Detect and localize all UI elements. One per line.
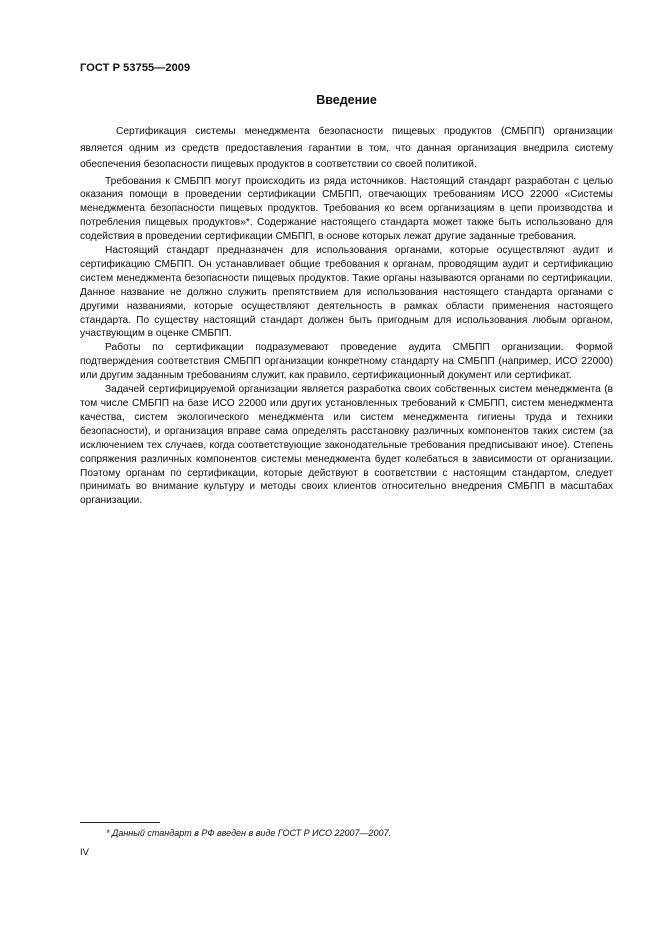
footnote: * Данный стандарт в РФ введен в виде ГОСТ Р ИСО 22007—2007. [106, 828, 392, 838]
document-code-header: ГОСТ Р 53755—2009 [80, 62, 191, 74]
page-number: IV [80, 847, 89, 858]
paragraph-2: Требования к СМБПП могут происходить из ряда источников. Настоящий стандарт разработан с целью оказания помощи в проведении сертификации СМБПП, отвечающих требованиям ИСО 22000 «Системы менеджмента безопасности пищевых продуктов. Требования ко всем организациям в цепи производства и потребления пищевых продуктов»*. Содержание настоящего стандарта может также быть использовано для содействия в проведении сертификации СМБПП, в основе которых лежат другие заданные требования. [80, 175, 613, 243]
paragraph-1: Сертификация системы менеджмента безопасности пищевых продуктов (СМБПП) организации является одним из средств предоставления гарантии в том, что данная организация внедрила систему обеспечения безопасности пищевых продуктов в соответствии со своей политикой. [80, 126, 613, 170]
body-text [80, 124, 613, 508]
paragraph-3: Настоящий стандарт предназначен для использования органами, которые осуществляют аудит и сертификацию СМБПП. Он устанавливает общие требования к органам, проводящим аудит и сертификацию систем менеджмента безопасности пищевых продуктов. Такие органы называются органами по сертификации. Данное название не должно служить препятствием для использования настоящего стандарта органами с другими названиями, которые осуществляют деятельность в рамках области применения настоящего стандарта. По существу настоящий стандарт должен быть пригодным для использования любым органом, участвующим в оценке СМБПП. [80, 245, 613, 340]
footnote-divider [80, 822, 160, 823]
paragraph-4: Работы по сертификации подразумевают проведение аудита СМБПП организации. Формой подтверждения соответствия СМБПП организации конкретному стандарту на СМБПП (например, ИСО 22000) или другим заданным требованиям служит, как правило, сертификационный документ или сертификат. [80, 342, 613, 382]
paragraph-5: Задачей сертифицируемой организации является разработка своих собственных систем менеджмента (в том числе СМБПП на базе ИСО 22000 или других установленных требований к СМБПП, систем менеджмента качества, систем экологического менеджмента или систем менеджмента гигиены труда и техники безопасности), и организация вправе сама определять расстановку различных компонентов таких систем (за исключением тех случаев, когда соответствующие законодательные требования предписывают иное). Степень сопряжения различных компонентов системы менеджмента будет колебаться в зависимости от организации. Поэтому органам по сертификации, которые действуют в соответствии с настоящим стандартом, следует принимать во внимание культуру и методы своих клиентов относительно внедрения СМБПП в масштабах организации. [80, 384, 613, 507]
section-title: Введение [316, 93, 377, 107]
